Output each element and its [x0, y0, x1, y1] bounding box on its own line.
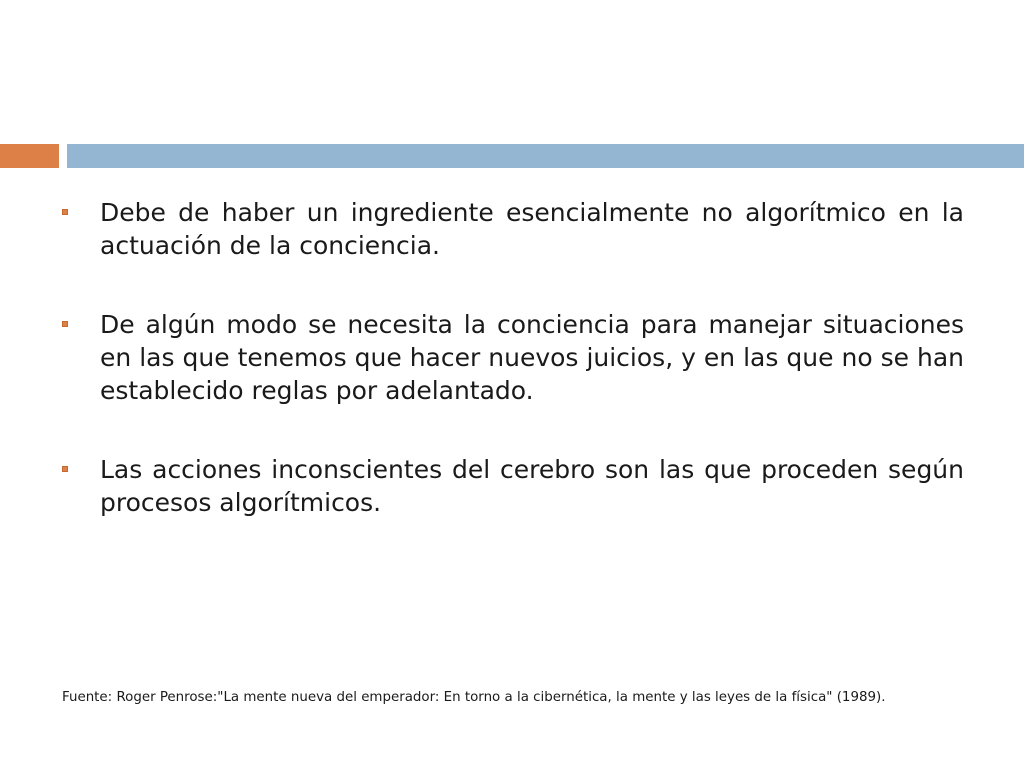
bullet-text: Las acciones inconscientes del cerebro son las que proceden según procesos algorítmicos. [100, 455, 964, 517]
square-bullet-icon [62, 466, 68, 472]
bullet-text: De algún modo se necesita la conciencia para manejar situaciones en las que tenemos que hacer nuevos juicios, y en las que no se han establecido reglas por adelantado. [100, 310, 964, 405]
bullet-item [60, 453, 964, 519]
bullet-item [60, 196, 964, 262]
source-citation: Fuente: Roger Penrose:"La mente nueva del emperador: En torno a la cibernética, la mente y las leyes de la física" (1989). [62, 690, 886, 705]
accent-bar-right [67, 144, 1024, 168]
bullet-text: Debe de haber un ingrediente esencialmente no algorítmico en la actuación de la conciencia. [100, 198, 964, 260]
bullet-item [60, 308, 964, 407]
square-bullet-icon [62, 209, 68, 215]
accent-bar-left [0, 144, 59, 168]
bullet-list [60, 196, 964, 519]
square-bullet-icon [62, 321, 68, 327]
